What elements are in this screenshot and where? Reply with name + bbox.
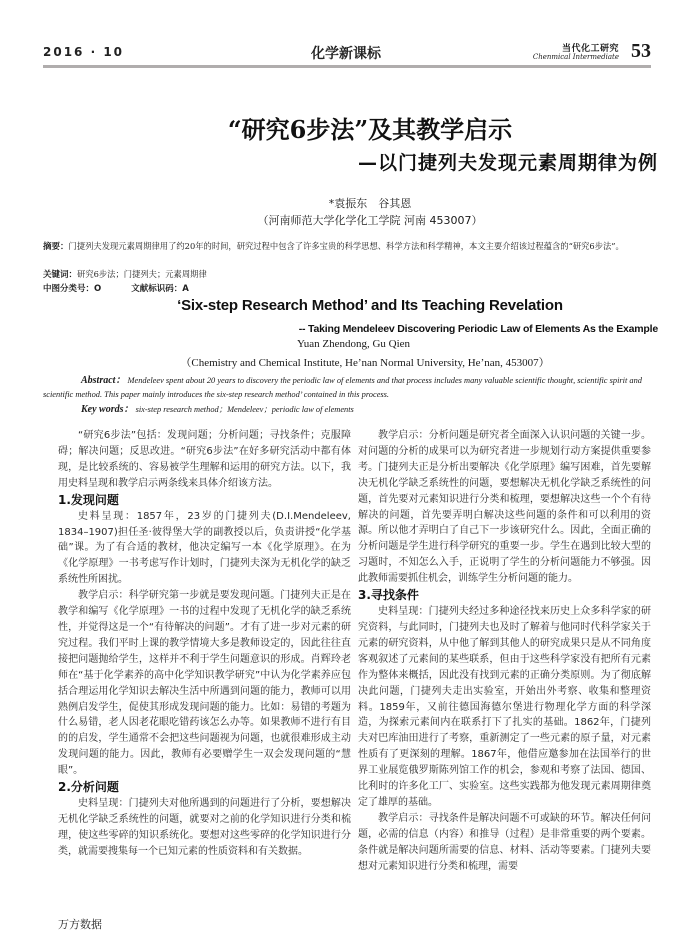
keywords-en-label: Key words： <box>81 404 134 415</box>
running-header <box>43 40 651 66</box>
keywords-en <box>81 400 354 415</box>
article-subtitle: —以门捷列夫发现元素周期律为例 <box>357 152 658 174</box>
authors: *袁振东 谷其恩 <box>328 197 412 210</box>
english-subtitle: -- Taking Mendeleev Discovering Periodic Law of Elements As the Example <box>298 323 658 335</box>
paragraph: 教学启示：分析问题是研究者全面深入认识问题的关键一步。对问题的分析的成果可以为研究者进一步规划行动方案提供重要参考。门捷列夫正是分析出要解决《化学原理》编写困难，首先要解决无机化学缺乏系统性的问题，要想解决无机化学缺乏系统性的问题，首先要对元素知识进行分类和梳理，要想解决这些一个个有待解决的问题，首先要弄明白解决这些问题的条件和可以利用的资源。所以他才弄明白了自己下一步该研究什么。因此，全面正确的分析问题是学生进行科学研究的重要一步。学生在遇到比较大型的习题时，不知怎么入手，正说明了学生的分析问题能力不够强。因此教师需要抓住机会，训练学生分析问题的能力。 <box>358 430 651 585</box>
abstract-en <box>43 374 658 401</box>
abstract-en-text: Mendeleev spent about 20 years to discovery the periodic law of elements and that process includes many valuable scientific thought, scientific spirit and scientific method. This paper mainly introduces the six-step research method’ contained in this process. <box>43 376 642 399</box>
keywords-cn <box>43 268 658 283</box>
abstract-cn-label: 摘要： <box>43 242 69 252</box>
keywords-cn-label: 关键词： <box>43 270 78 280</box>
abstract-cn-text: 门捷列夫发现元素周期律用了约20年的时间，研究过程中包含了许多宝贵的科学思想、科学方法和科学精神，本文主要介绍该过程蕴含的“研究6步法”。 <box>68 241 624 251</box>
issue-date: 2016 · 10 <box>43 45 125 59</box>
section-heading: 3.寻找条件 <box>358 588 419 603</box>
abstract-en-label: Abstract： <box>81 375 126 386</box>
article-title: “研究6步法”及其教学启示 <box>227 115 513 144</box>
section-name: 化学新课标 <box>311 46 381 62</box>
paragraph: 教学启示：科学研究第一步就是要发现问题。门捷列夫正是在教学和编写《化学原理》一书的过程中发现了无机化学的缺乏系统性，并觉得这是一个“有待解决的问题”。才有了进一步对元素的研究过程。我们平时上课的教学情境大多是教师设定的，因此往往直接把问题抛给学生，这样并不利于学生问题意识的形成。肖辉玲老师在“基于化学素养的高中化学知识教学研究”中认为化学素养应包括合理运用化学知识去解决生活中所遇到问题的能力，教师可以用熟例启发学生，促使其形成发现问题的能力。比如：易错的考题为什么易错，老人因老花眼吃错药该怎么办等。如果教师不进行有目的的启发，学生通常不会把这些问题视为问题，也就很难形成主动发现问题的能力。因此，教师有必要赠学生一双会发现问题的“慧眼”。 <box>58 590 351 777</box>
keywords-en-text: six-step research method；Mendeleev；periodic law of elements <box>135 405 354 414</box>
doc-code-value: A <box>182 284 189 294</box>
journal-name <box>533 41 619 61</box>
section-heading: 2.分析问题 <box>58 780 119 795</box>
body-column-right <box>358 428 651 874</box>
header-rule <box>43 65 651 68</box>
body-column-left <box>58 428 351 860</box>
english-affiliation: （Chemistry and Chemical Institute, He’nan Normal University, He’nan, 453007） <box>180 357 550 369</box>
english-title: ‘Six-step Research Method’ and Its Teaching Revelation <box>177 297 563 314</box>
english-authors: Yuan Zhendong, Gu Qien <box>297 338 411 350</box>
page-number: 53 <box>631 40 651 62</box>
clc-value: O <box>94 284 102 294</box>
paragraph: 史料呈现：门捷列夫对他所遇到的问题进行了分析，要想解决无机化学缺乏系统性的问题，就要对之前的化学知识进行分类和梳理，使这些零碎的知识系统化。要想对这些零碎的化学知识进行分类，就需要搜集每一个已知元素的性质资料和有关数据。 <box>58 798 351 857</box>
journal-name-en: Chenmical Intermediate <box>532 53 619 61</box>
paragraph: 史料呈现：1857年，23岁的门捷列夫(D.I.Mendeleev, 1834–1907)担任圣·彼得堡大学的副教授以后，负责讲授“化学基础”课。为了有合适的教材，他决定编写一本《化学原理》。在为《化学原理》一书考虑写作计划时，门捷列夫深为无机化学的缺乏系统性所困扰。 <box>58 510 351 586</box>
affiliation: （河南师范大学化学化工学院 河南 453007） <box>257 214 483 227</box>
doc-code-label: 文献标识码： <box>131 284 183 294</box>
paragraph: 史料呈现：门捷列夫经过多种途径找来历史上众多科学家的研究资料，与此同时，门捷列夫也及时了解着与他同时代科学家关于元素的研究资料，从中他了解到其他人的研究成果只是从不同角度客观叙述了元素间的某些联系，但由于这些科学家没有把所有元素作为整体来概括，因此没有找到元素的正确分类原则。为了彻底解决此问题，门捷列夫走出实验室，开始出外考察、收集和整理资料。1859年，又前往德国海德尔堡进行物理化学方面的科学深造，为探索元素间内在联系打下了扎实的基础。1862年，门捷列夫对巴库油田进行了考察，重新测定了一些元素的原子量，对元素性质有了更深刻的理解。1867年，他借应邀参加在法国举行的世界工业展览俄罗斯陈列馆工作的机会，参观和考察了法国、德国、比利时的许多化工厂、实验室。这些实践都为他发现元素周期律奠定了雄厚的基础。 <box>358 606 651 808</box>
watermark: 万方数据 <box>58 918 102 931</box>
section-heading: 1.发现问题 <box>58 492 119 507</box>
paragraph: 教学启示：寻找条件是解决问题不可或缺的环节。解决任何问题，必需的信息（内容）和推导（过程）是非常重要的两个要素。条件就是解决问题所需要的信息、材料、活动等要素。门捷列夫要想对元素知识进行分类和梳理，需要 <box>358 812 651 872</box>
clc-label: 中图分类号： <box>43 284 95 294</box>
keywords-cn-text: 研究6步法；门捷列夫；元素周期律 <box>77 269 207 279</box>
paragraph: “研究6步法”包括：发现问题；分析问题；寻找条件；克服障碍；解决问题；反思改进。“研究6步法”在好多研究活动中都有体现，是比较系统的、容易被学生理解和运用的研究方法。以下，我用史料呈现和教学启示两条线来具体介绍该方法。 <box>58 430 351 489</box>
journal-name-cn: 当代化工研究 <box>561 44 619 54</box>
classification <box>43 282 658 297</box>
abstract-cn <box>43 240 658 255</box>
